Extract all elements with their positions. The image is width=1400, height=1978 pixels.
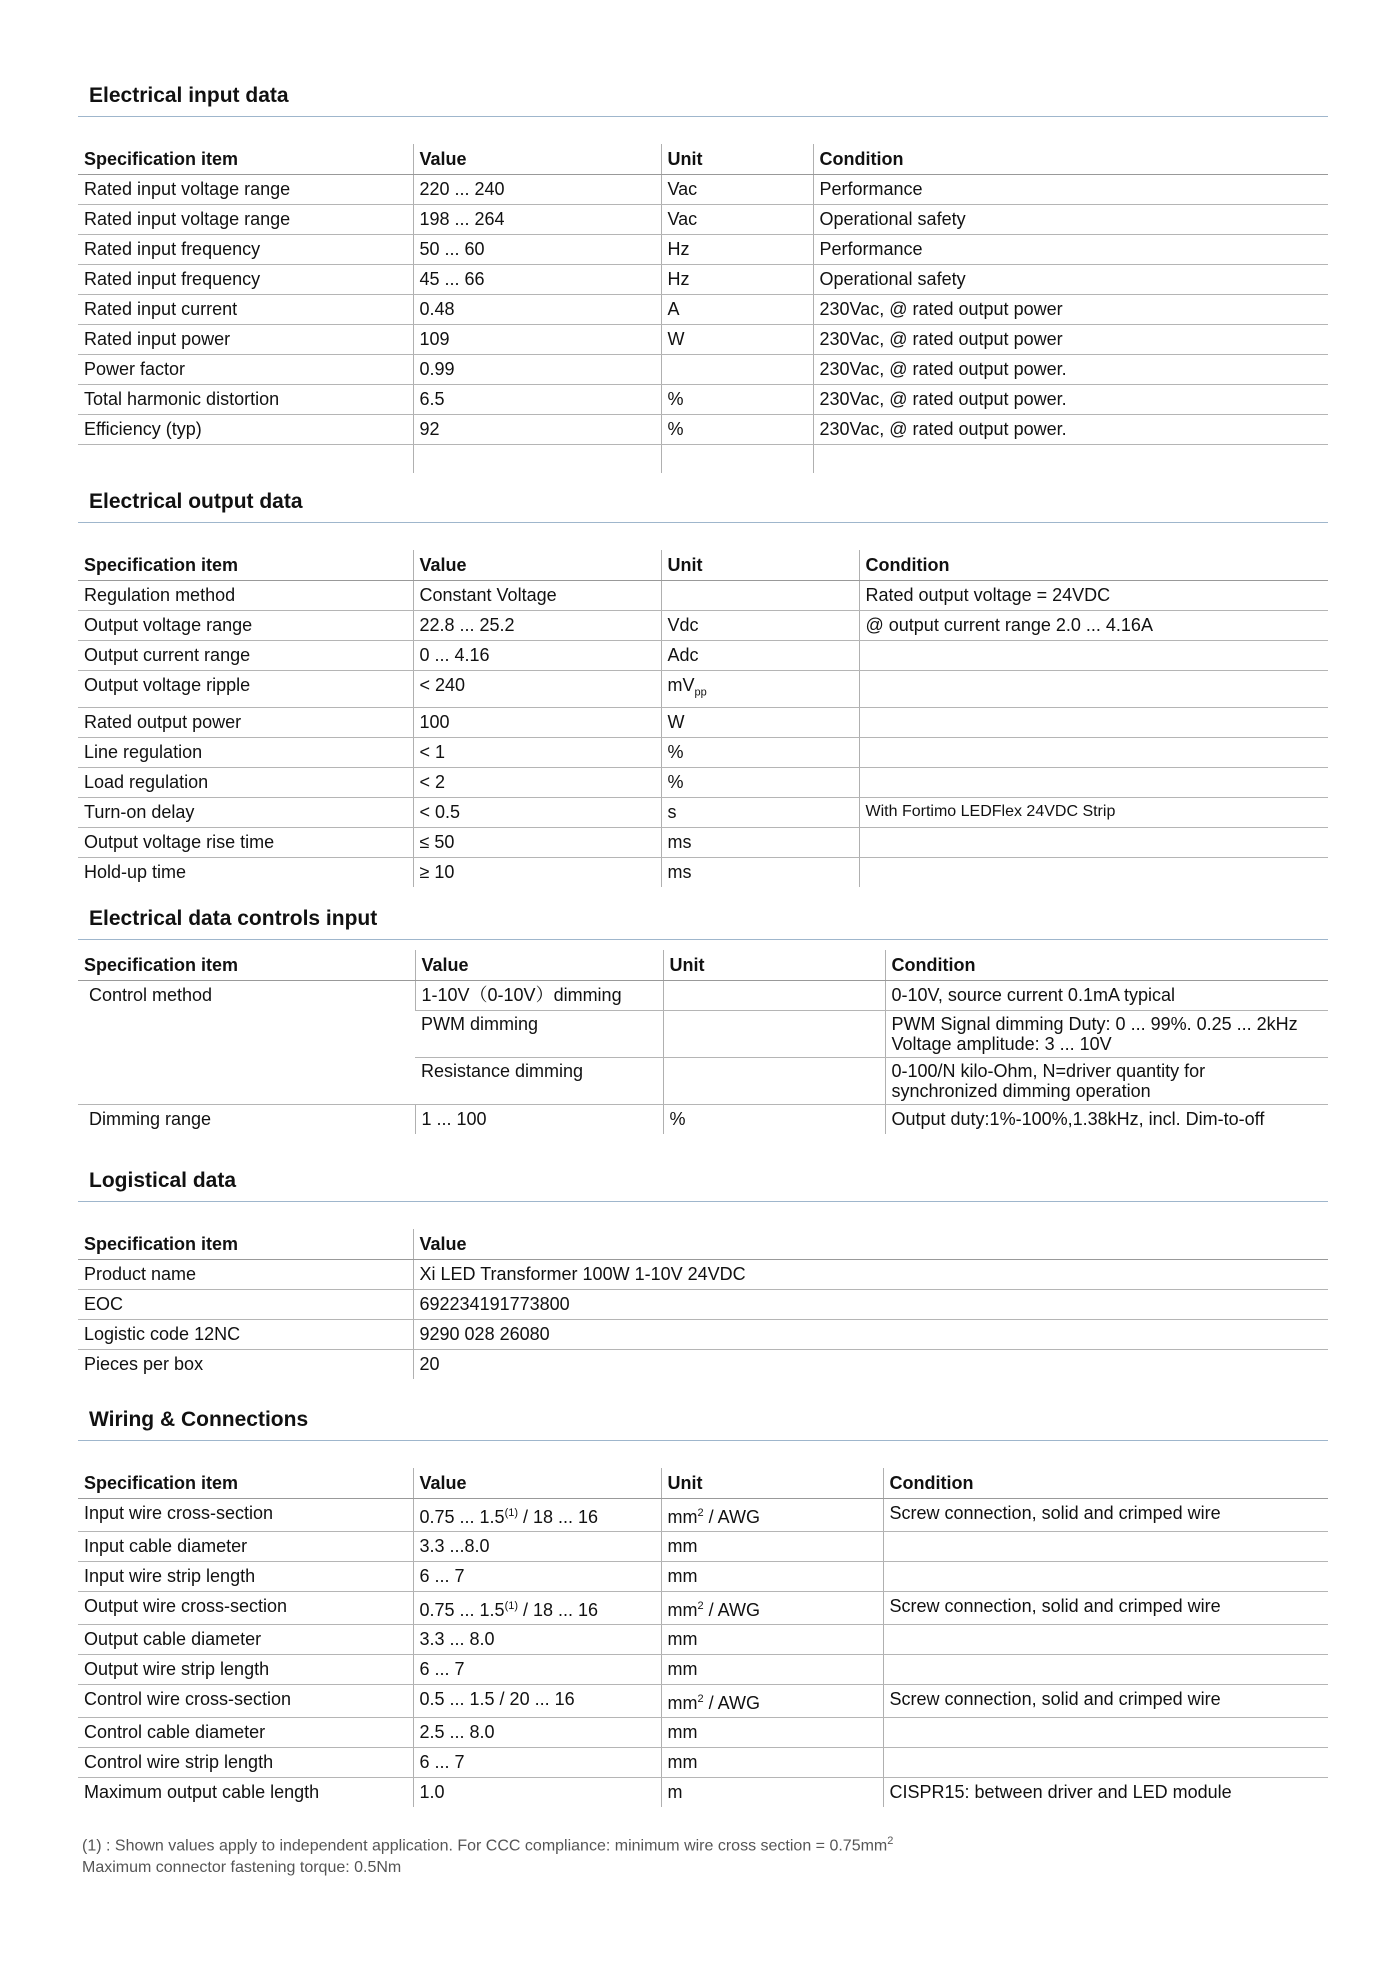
section-title: Electrical input data: [78, 82, 1328, 117]
table-cell: %: [661, 767, 859, 797]
table-cell: Performance: [813, 175, 1328, 205]
electrical-output-table: [78, 550, 1328, 887]
empty-cell: [78, 445, 413, 474]
table-cell: [859, 641, 1328, 671]
table-cell: 0.48: [413, 295, 661, 325]
table-cell: [859, 767, 1328, 797]
table-cell: [883, 1718, 1328, 1748]
table-cell: Output voltage ripple: [78, 671, 413, 708]
table-cell: [661, 1748, 883, 1778]
table-row: [78, 1499, 1328, 1532]
table-cell: 230Vac, @ rated output power.: [813, 385, 1328, 415]
condition-line: PWM Signal dimming Duty: 0 ... 99%. 0.25 ... 2kHz: [891, 1014, 1298, 1034]
table-cell: Output wire strip length: [78, 1655, 413, 1685]
table-cell: Logistic code 12NC: [78, 1320, 413, 1350]
table-cell: 22.8 ... 25.2: [413, 611, 661, 641]
unit-text: mm: [667, 1693, 698, 1713]
table-header-row: [78, 1229, 1328, 1260]
table-cell: Operational safety: [813, 265, 1328, 295]
table-row: [78, 1592, 1328, 1625]
value-text: 3.3 ... 8.0: [419, 1629, 495, 1649]
table-cell: [413, 1532, 661, 1562]
table-row: [78, 1290, 1328, 1320]
table-cell: [883, 1532, 1328, 1562]
table-cell: [663, 1011, 885, 1058]
value-text: 3.3 ...8.0: [419, 1536, 490, 1556]
table-row: [78, 611, 1328, 641]
value-text: 6 ... 7: [419, 1659, 465, 1679]
table-cell: [413, 1592, 661, 1625]
section-title: Wiring & Connections: [78, 1406, 1328, 1441]
table-row: [78, 1685, 1328, 1718]
table-header-row: [78, 950, 1328, 981]
table-cell: PWM dimming: [415, 1011, 663, 1058]
table-cell: 100: [413, 707, 661, 737]
table-cell: Resistance dimming: [415, 1058, 663, 1105]
table-cell: W: [661, 707, 859, 737]
table-cell: < 1: [413, 737, 661, 767]
header-cell: Condition: [859, 550, 1328, 581]
table-cell: Hold-up time: [84, 861, 187, 882]
table-cell: Input wire cross-section: [78, 1499, 413, 1532]
table-cell: With Fortimo LEDFlex 24VDC Strip: [859, 797, 1328, 827]
header-cell: Condition: [883, 1468, 1328, 1499]
table-row: [78, 385, 1328, 415]
footnote-line: [82, 1830, 893, 1857]
table-cell: s: [661, 797, 859, 827]
table-cell: Output wire cross-section: [78, 1592, 413, 1625]
table-cell: Control cable diameter: [78, 1718, 413, 1748]
value-text: 6 ... 7: [419, 1752, 465, 1772]
table-row: [78, 355, 1328, 385]
header-cell: Specification item: [78, 144, 413, 175]
table-cell: 1 ... 100: [415, 1105, 663, 1135]
header-cell: Specification item: [78, 1229, 413, 1260]
table-cell: W: [661, 325, 813, 355]
table-cell: Regulation method: [78, 581, 413, 611]
table-cell: [663, 1058, 885, 1105]
table-row: [78, 265, 1328, 295]
empty-cell: [413, 445, 661, 474]
value-text: 0.75 ... 1.5: [419, 1507, 505, 1527]
table-cell: [661, 1718, 883, 1748]
table-cell: 230Vac, @ rated output power: [813, 325, 1328, 355]
table-cell: [413, 1655, 661, 1685]
table-cell: Adc: [661, 641, 859, 671]
table-cell: 109: [413, 325, 661, 355]
table-cell: %: [661, 737, 859, 767]
table-cell: [663, 981, 885, 1011]
header-cell: Specification item: [78, 1468, 413, 1499]
table-cell: Rated input voltage range: [78, 205, 413, 235]
table-cell: [661, 581, 859, 611]
table-cell: Rated output power: [78, 707, 413, 737]
table-row: [78, 1625, 1328, 1655]
table-cell: CISPR15: between driver and LED module: [883, 1778, 1328, 1808]
table-row: [78, 295, 1328, 325]
table-row: [78, 415, 1328, 445]
table-cell: Efficiency (typ): [78, 415, 413, 445]
value-superscript: (1): [504, 1507, 519, 1519]
table-cell: [661, 1625, 883, 1655]
table-cell: 230Vac, @ rated output power.: [813, 355, 1328, 385]
table-cell: Screw connection, solid and crimped wire: [883, 1592, 1328, 1625]
table-cell: [883, 1748, 1328, 1778]
table-cell: < 0.5: [413, 797, 661, 827]
empty-cell: [813, 445, 1328, 474]
header-cell: Value: [413, 1468, 661, 1499]
header-cell: Value: [413, 144, 661, 175]
header-cell: Unit: [661, 144, 813, 175]
table-cell: [859, 707, 1328, 737]
table-cell: Vac: [661, 205, 813, 235]
table-cell: Control method: [78, 981, 415, 1105]
value-text: 2.5 ... 8.0: [419, 1722, 495, 1742]
table-cell: %: [661, 385, 813, 415]
table-cell: Vac: [661, 175, 813, 205]
table-cell: 45 ... 66: [413, 265, 661, 295]
value-text: 6 ... 7: [419, 1566, 465, 1586]
table-cell: [413, 1562, 661, 1592]
table-cell: Rated input current: [78, 295, 413, 325]
table-cell: 198 ... 264: [413, 205, 661, 235]
table-cell: ms: [661, 857, 859, 887]
table-row: [78, 1105, 1328, 1135]
table-row: [78, 325, 1328, 355]
table-cell: Pieces per box: [84, 1354, 204, 1374]
table-cell: [885, 1011, 1328, 1058]
footnote: [82, 1830, 893, 1879]
table-row: [78, 205, 1328, 235]
table-row-empty: [78, 445, 1328, 474]
table-row: [78, 1655, 1328, 1685]
table-cell: [661, 1685, 883, 1718]
value-text: / 18 ... 16: [518, 1600, 599, 1620]
table-row: [78, 1532, 1328, 1562]
table-cell: ms: [661, 827, 859, 857]
table-row: [78, 641, 1328, 671]
table-cell: Screw connection, solid and crimped wire: [883, 1685, 1328, 1718]
table-cell: Output voltage range: [78, 611, 413, 641]
header-cell: Unit: [661, 1468, 883, 1499]
value-text: 0.5 ... 1.5 / 20 ... 16: [419, 1689, 575, 1709]
table-cell: 1-10V（0-10V）dimming: [415, 981, 663, 1011]
table-row: [78, 671, 1328, 708]
table-cell: ≥ 10: [413, 857, 661, 887]
table-cell: Vdc: [661, 611, 859, 641]
wiring-table-body: [78, 1499, 1328, 1808]
section-controls-input: [78, 905, 1328, 1134]
table-cell: Hz: [661, 235, 813, 265]
footnote-superscript: 2: [887, 1835, 894, 1847]
table-cell: Operational safety: [813, 205, 1328, 235]
unit-text: / AWG: [703, 1693, 760, 1713]
unit-text: mm: [667, 1752, 698, 1772]
table-cell: < 240: [413, 671, 661, 708]
table-cell: [413, 1778, 661, 1808]
header-cell: Value: [415, 950, 663, 981]
table-cell: [413, 1625, 661, 1655]
header-cell: Specification item: [78, 950, 415, 981]
table-row: [78, 1778, 1328, 1808]
unit-subscript: pp: [694, 686, 707, 699]
table-cell: Output duty:1%-100%,1.38kHz, incl. Dim-to-off: [885, 1105, 1328, 1135]
table-cell: @ output current range 2.0 ... 4.16A: [859, 611, 1328, 641]
table-cell: 92: [413, 415, 661, 445]
header-cell: Specification item: [78, 550, 413, 581]
table-row: [78, 827, 1328, 857]
table-cell: Rated input frequency: [78, 235, 413, 265]
wiring-table: [78, 1468, 1328, 1807]
table-header-row: [78, 144, 1328, 175]
table-cell: 220 ... 240: [413, 175, 661, 205]
value-text: / 18 ... 16: [518, 1507, 599, 1527]
table-cell: %: [663, 1105, 885, 1135]
table-cell: Total harmonic distortion: [78, 385, 413, 415]
table-cell: [661, 1532, 883, 1562]
section-wiring: [78, 1406, 1328, 1807]
table-cell: Turn-on delay: [78, 797, 413, 827]
unit-superscript: 2: [697, 1600, 704, 1612]
unit-text: / AWG: [703, 1507, 760, 1527]
table-row: [78, 857, 1328, 887]
table-row: [78, 707, 1328, 737]
table-cell: [661, 1655, 883, 1685]
table-cell: [661, 1778, 883, 1808]
table-cell: 0 ... 4.16: [413, 641, 661, 671]
unit-text: mm: [667, 1629, 698, 1649]
table-cell: 0.99: [413, 355, 661, 385]
section-title: Logistical data: [78, 1167, 1328, 1202]
header-cell: Value: [413, 550, 661, 581]
unit-text: / AWG: [703, 1600, 760, 1620]
table-cell: Xi LED Transformer 100W 1-10V 24VDC: [413, 1260, 1328, 1290]
table-cell: < 2: [413, 767, 661, 797]
table-row: [78, 581, 1328, 611]
table-cell: Rated input voltage range: [78, 175, 413, 205]
table-row: [78, 1748, 1328, 1778]
unit-superscript: 2: [697, 1507, 704, 1519]
section-logistical: [78, 1167, 1328, 1379]
table-cell: ≤ 50: [413, 827, 661, 857]
table-cell: [661, 355, 813, 385]
table-cell: [661, 1499, 883, 1532]
header-cell: Condition: [813, 144, 1328, 175]
table-cell: Rated input power: [78, 325, 413, 355]
table-cell: Line regulation: [78, 737, 413, 767]
table-cell: [661, 1592, 883, 1625]
table-cell: Output current range: [78, 641, 413, 671]
table-cell: 9290 028 26080: [413, 1320, 1328, 1350]
table-cell: Rated input frequency: [78, 265, 413, 295]
table-row: [78, 981, 1328, 1011]
table-cell: Dimming range: [89, 1109, 212, 1129]
table-cell: [661, 1562, 883, 1592]
table-cell: 230Vac, @ rated output power.: [813, 415, 1328, 445]
value-text: 1.0: [419, 1782, 445, 1802]
empty-cell: [661, 445, 813, 474]
unit-text: mm: [667, 1659, 698, 1679]
table-header-row: [78, 1468, 1328, 1499]
table-header-row: [78, 550, 1328, 581]
table-row: [78, 1562, 1328, 1592]
table-row: [78, 235, 1328, 265]
condition-line: Voltage amplitude: 3 ... 10V: [891, 1034, 1112, 1054]
logistical-table: [78, 1229, 1328, 1379]
header-cell: Value: [413, 1229, 1328, 1260]
table-cell: Maximum output cable length: [84, 1782, 320, 1802]
table-cell: [413, 1685, 661, 1718]
table-cell: %: [661, 415, 813, 445]
table-row: [78, 767, 1328, 797]
table-cell: [413, 1748, 661, 1778]
table-cell: [413, 1499, 661, 1532]
table-cell: [859, 737, 1328, 767]
table-cell: Control wire strip length: [78, 1748, 413, 1778]
table-row: [78, 175, 1328, 205]
table-cell: Hz: [661, 265, 813, 295]
table-cell: Load regulation: [78, 767, 413, 797]
table-cell: Product name: [78, 1260, 413, 1290]
table-cell: [883, 1625, 1328, 1655]
section-title: Electrical data controls input: [78, 905, 1328, 940]
table-cell: Rated output voltage = 24VDC: [859, 581, 1328, 611]
unit-text: mm: [667, 1600, 698, 1620]
condition-line: 0-100/N kilo-Ohm, N=driver quantity for: [891, 1061, 1206, 1081]
unit-text: mm: [667, 1507, 698, 1527]
table-cell: EOC: [78, 1290, 413, 1320]
table-row: [78, 1260, 1328, 1290]
value-text: 0.75 ... 1.5: [419, 1600, 505, 1620]
controls-input-table: [78, 950, 1328, 1134]
table-cell: Input cable diameter: [78, 1532, 413, 1562]
unit-text: m: [667, 1782, 683, 1802]
footnote-line: Maximum connector fastening torque: 0.5Nm: [82, 1859, 402, 1877]
unit-superscript: 2: [697, 1693, 704, 1705]
unit-text: mV: [667, 675, 695, 695]
table-row: [78, 1350, 1328, 1380]
table-cell: [883, 1562, 1328, 1592]
table-cell: 230Vac, @ rated output power: [813, 295, 1328, 325]
table-cell: Output voltage rise time: [78, 827, 413, 857]
table-cell: 692234191773800: [413, 1290, 1328, 1320]
table-cell: [859, 827, 1328, 857]
table-row: [78, 797, 1328, 827]
section-electrical-input: [78, 82, 1328, 473]
table-cell: A: [661, 295, 813, 325]
table-cell: Screw connection, solid and crimped wire: [883, 1499, 1328, 1532]
table-row: [78, 737, 1328, 767]
header-cell: Unit: [663, 950, 885, 981]
table-cell: [883, 1655, 1328, 1685]
value-superscript: (1): [504, 1600, 519, 1612]
electrical-input-table: [78, 144, 1328, 473]
table-cell: Power factor: [78, 355, 413, 385]
condition-line: synchronized dimming operation: [891, 1081, 1151, 1101]
table-cell: Constant Voltage: [413, 581, 661, 611]
unit-text: mm: [667, 1722, 698, 1742]
table-cell: 50 ... 60: [413, 235, 661, 265]
table-cell: Performance: [813, 235, 1328, 265]
section-electrical-output: [78, 488, 1328, 887]
table-row: [78, 1320, 1328, 1350]
unit-text: mm: [667, 1566, 698, 1586]
header-cell: Unit: [661, 550, 859, 581]
table-cell: Control wire cross-section: [78, 1685, 413, 1718]
section-title: Electrical output data: [78, 488, 1328, 523]
table-cell: Input wire strip length: [78, 1562, 413, 1592]
unit-text: mm: [667, 1536, 698, 1556]
table-row: [78, 1718, 1328, 1748]
table-cell: [885, 1058, 1328, 1105]
table-cell: 0-10V, source current 0.1mA typical: [885, 981, 1328, 1011]
table-cell: [859, 857, 1328, 887]
table-cell: 6.5: [413, 385, 661, 415]
header-cell: Condition: [885, 950, 1328, 981]
table-cell: [859, 671, 1328, 708]
footnote-text: (1) : Shown values apply to independent application. For CCC compliance: minimum wire cross section = 0.75mm: [82, 1837, 888, 1855]
table-cell: Output cable diameter: [78, 1625, 413, 1655]
table-cell: [661, 671, 859, 708]
table-cell: 20: [413, 1350, 1328, 1380]
table-cell: [413, 1718, 661, 1748]
